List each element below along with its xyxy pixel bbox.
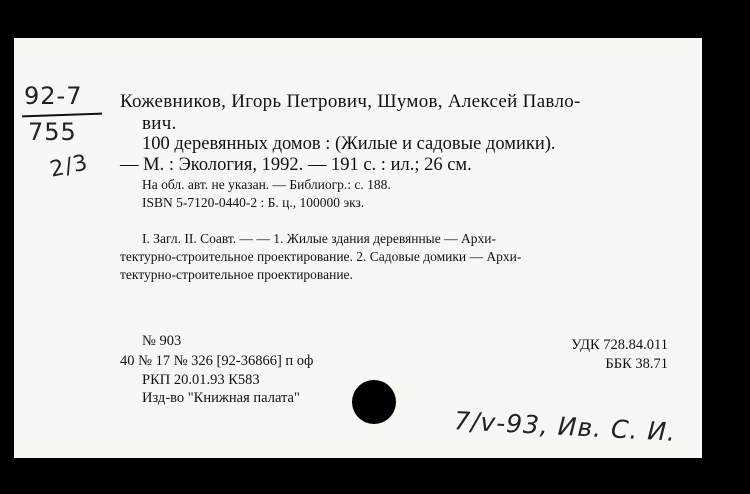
tracing-line2: тектурно-строительное проектирование. 2. Садовые домики — Архи-: [120, 249, 522, 264]
publisher-stamp: Изд-во "Книжная палата": [142, 390, 300, 406]
punch-hole: [352, 380, 396, 424]
bbk-code: ББК 38.71: [605, 356, 668, 372]
note-line2: ISBN 5-7120-0440-2 : Б. ц., 100000 экз.: [142, 195, 365, 210]
author-heading-line1: Кожевников, Игорь Петрович, Шумов, Алексей Павло-: [120, 91, 581, 112]
title-line1: 100 деревянных домов : (Жилые и садовые домики).: [142, 134, 556, 154]
handwritten-date-note: 7/v-93, Ив. С. И.: [453, 406, 677, 447]
author-heading-line2: вич.: [142, 113, 177, 134]
udk-code: УДК 728.84.011: [571, 337, 668, 353]
title-line2: — М. : Экология, 1992. — 191 с. : ил.; 26 см.: [120, 155, 472, 175]
call-number-divider: [22, 113, 102, 118]
handwritten-mark: 2/3: [47, 150, 91, 183]
control-number: № 903: [142, 333, 182, 349]
control-rkp-line: РКП 20.01.93 К583: [142, 372, 260, 388]
control-record-line: 40 № 17 № 326 [92-36866] п оф: [120, 353, 314, 369]
tracing-line3: тектурно-строительное проектирование.: [120, 267, 353, 282]
catalog-card: [14, 38, 702, 458]
call-number-top: 92-7: [24, 82, 83, 110]
note-line1: На обл. авт. не указан. — Библиогр.: с. 188.: [142, 177, 391, 192]
tracing-line1: I. Загл. II. Соавт. — — 1. Жилые здания деревянные — Архи-: [142, 231, 496, 246]
call-number-bottom: 755: [28, 118, 77, 146]
